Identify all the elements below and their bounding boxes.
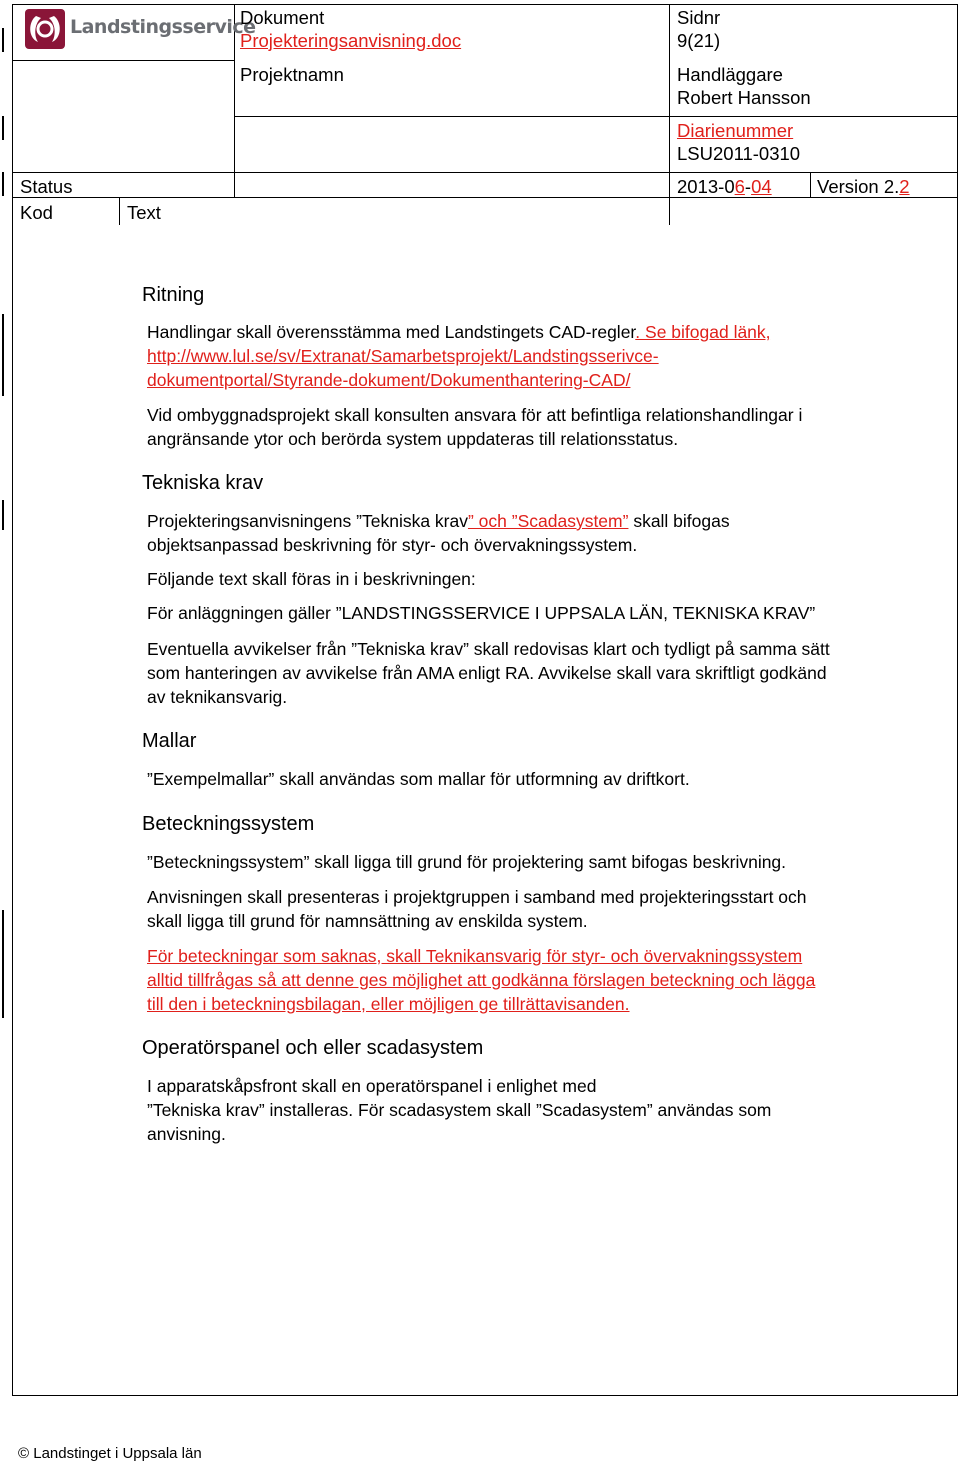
operator-p1-line1: I apparatskåpsfront skall en operatörspanel i enlighet med	[147, 1076, 597, 1096]
tekniska-p3: För anläggningen gäller ”LANDSTINGSSERVICE I UPPSALA LÄN, TEKNISKA KRAV”	[147, 603, 816, 623]
footer-copyright	[18, 1445, 202, 1462]
beteckning-p3-line1: För beteckningar som saknas, skall Teknikansvarig för styr- och övervakningssystem	[147, 946, 803, 966]
tekniska-p1-line2: objektsanpassad beskrivning för styr- och övervakningssystem.	[147, 535, 638, 555]
beteckning-p3-line3: till den i beteckningsbilagan, eller möjligen ge tillrättavisanden.	[147, 994, 630, 1014]
tekniska-p4-line3: av teknikansvarig.	[147, 687, 288, 707]
tekniska-p1-line1: Projekteringsanvisningens ”Tekniska krav” och ”Scadasystem” skall bifogas	[147, 511, 730, 531]
ritning-link-line2[interactable]: dokumentportal/Styrande-dokument/Dokumenthantering-CAD/	[147, 370, 631, 390]
beteckning-p1: ”Beteckningssystem” skall ligga till grund för projektering samt bifogas beskrivning.	[147, 852, 787, 872]
heading-beteckningssystem: Beteckningssystem	[142, 813, 315, 835]
change-bar	[2, 28, 4, 52]
mallar-p1: ”Exempelmallar” skall användas som mallar för utformning av driftkort.	[147, 769, 690, 789]
beteckning-p2-line2: skall ligga till grund för namnsättning av enskilda system.	[147, 911, 588, 931]
change-bar	[2, 500, 4, 530]
company-logo	[24, 8, 256, 50]
diarienummer-value: LSU2011-0310	[677, 143, 801, 164]
heading-operatorspanel: Operatörspanel och eller scadasystem	[142, 1037, 484, 1059]
heading-mallar: Mallar	[142, 730, 197, 752]
copyright-icon: ©	[18, 1445, 30, 1462]
date-value: 2013-06-04	[677, 176, 772, 197]
ritning-para2-line1: Vid ombyggnadsprojekt skall konsulten ansvara för att befintliga relationshandlingar i	[147, 405, 803, 425]
beteckning-p2-line1: Anvisningen skall presenteras i projektgruppen i samband med projekteringsstart och	[147, 887, 807, 907]
handlaggare-value: Robert Hansson	[677, 87, 811, 108]
change-bar	[2, 116, 4, 140]
tekniska-p2: Följande text skall föras in i beskrivningen:	[147, 569, 476, 589]
ritning-para2-line2: angränsande ytor och berörda system uppdateras till relationsstatus.	[147, 429, 679, 449]
tekniska-p4-line1: Eventuella avvikelser från ”Tekniska krav” skall redovisas klart och tydligt på samma sätt	[147, 639, 830, 659]
heading-ritning: Ritning	[142, 284, 205, 306]
dokument-value[interactable]: Projekteringsanvisning.doc	[240, 30, 462, 51]
status-label: Status	[20, 176, 73, 197]
text-label: Text	[127, 202, 161, 223]
kod-label: Kod	[20, 202, 53, 223]
change-bar	[2, 314, 4, 396]
footer-text: Landstinget i Uppsala län	[33, 1445, 202, 1462]
projektnamn-label: Projektnamn	[240, 64, 344, 85]
handlaggare-label: Handläggare	[677, 64, 783, 85]
beteckning-p3-line2: alltid tillfrågas så att denne ges möjlighet att godkänna förslagen beteckning och lägga	[147, 970, 816, 990]
change-bar	[2, 910, 4, 1018]
ritning-line1: Handlingar skall överensstämma med Landstingets CAD-regler. Se bifogad länk,	[147, 322, 771, 342]
operator-p1-line2: ”Tekniska krav” installeras. För scadasystem skall ”Scadasystem” användas som	[147, 1100, 772, 1120]
diarienummer-label: Diarienummer	[677, 120, 794, 141]
landstingsservice-logo-icon	[24, 8, 68, 50]
operator-p1-line3: anvisning.	[147, 1124, 226, 1144]
sidnr-value: 9(21)	[677, 30, 721, 51]
change-bar	[2, 172, 4, 196]
logo-text: Landstingsservice	[70, 16, 256, 38]
sidnr-label: Sidnr	[677, 7, 721, 28]
ritning-link-line1[interactable]: http://www.lul.se/sv/Extranat/Samarbetsprojekt/Landstingsserivce-	[147, 346, 659, 366]
version-value: Version 2.2	[817, 176, 910, 197]
heading-tekniska-krav: Tekniska krav	[142, 472, 264, 494]
dokument-label: Dokument	[240, 7, 325, 28]
tekniska-p4-line2: som hanteringen av avvikelse från AMA enligt RA. Avvikelse skall vara skriftligt godkänd	[147, 663, 827, 683]
